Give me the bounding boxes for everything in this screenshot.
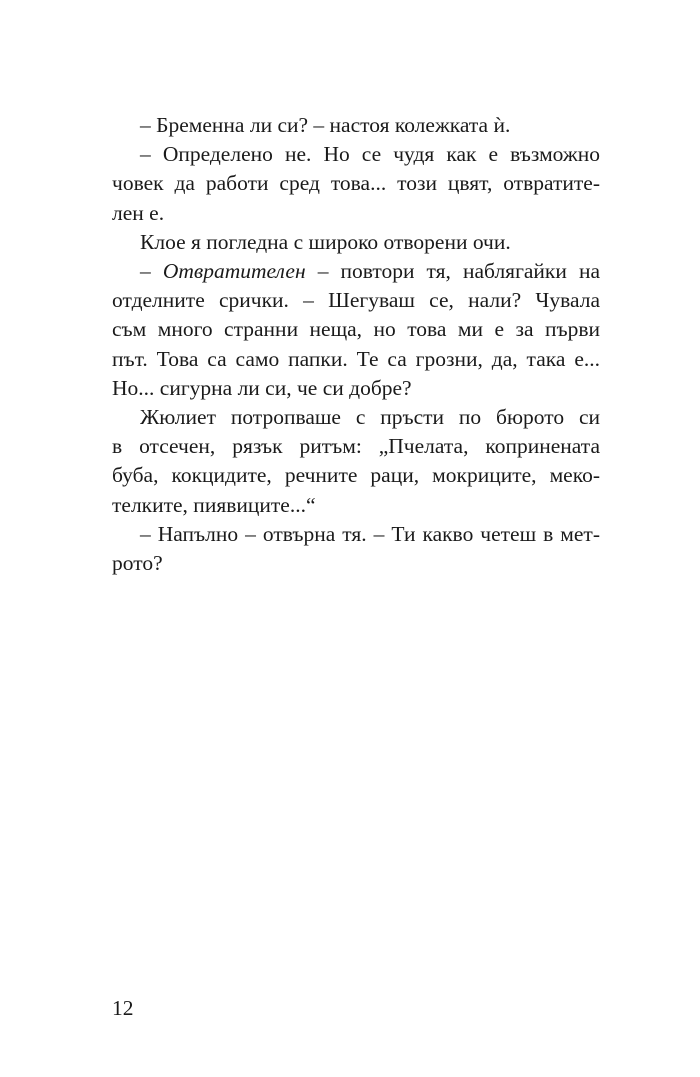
text-line: Но... сигурна ли си, че си добре? xyxy=(112,375,412,400)
dialogue-dash: – xyxy=(140,259,163,284)
paragraph xyxy=(112,403,600,520)
text-line: телките, пиявиците...“ xyxy=(112,492,316,517)
text-line: съм много странни неща, но това ми е за първи xyxy=(112,317,600,342)
text-fragment: – повтори тя, наблягайки на xyxy=(305,259,600,284)
text-line: – Бременна ли си? – настоя колежката ѝ. xyxy=(140,113,511,137)
page-number: 12 xyxy=(112,996,134,1020)
paragraph xyxy=(112,111,600,140)
text-line: път. Това са само папки. Те са грозни, да, така е... xyxy=(112,346,600,371)
text-line: – Напълно – отвърна тя. – Ти какво четеш в мет- xyxy=(140,521,600,546)
text-line: човек да работи сред това... този цвят, отвратите- xyxy=(112,171,600,196)
paragraph xyxy=(112,140,600,228)
text-line xyxy=(112,257,600,286)
paragraph xyxy=(112,228,600,257)
text-line: – Определено не. Но се чудя как е възможно xyxy=(140,142,600,167)
text-line: в отсечен, рязък ритъм: „Пчелата, копринената xyxy=(112,434,600,459)
text-line: буба, кокцидите, речните раци, мокриците, меко- xyxy=(112,463,600,488)
paragraph xyxy=(112,257,600,403)
text-line: Клое я погледна с широко отворени очи. xyxy=(140,229,511,254)
body-text xyxy=(112,111,600,578)
text-line: рото? xyxy=(112,551,163,576)
text-line: лен е. xyxy=(112,200,165,225)
paragraph xyxy=(112,520,600,578)
text-line: отделните срички. – Шегуваш се, нали? Чувала xyxy=(112,288,600,313)
text-line: Жюлиет потропваше с пръсти по бюрото си xyxy=(140,405,600,430)
emphasized-word: Отвратителен xyxy=(162,259,306,284)
